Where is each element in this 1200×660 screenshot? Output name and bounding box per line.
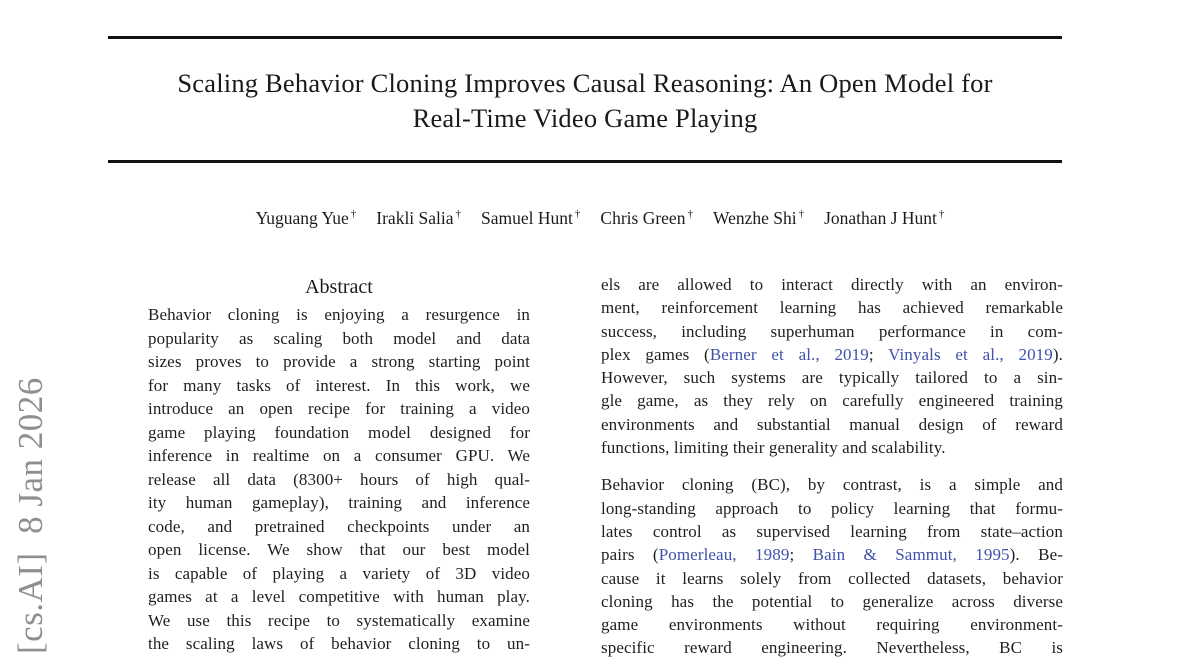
text-line: games at a level competitive with human play. bbox=[148, 587, 530, 606]
author-name: Samuel Hunt † bbox=[481, 208, 581, 228]
text-line: els are allowed to interact directly with an environ- bbox=[601, 275, 1063, 294]
author-affiliation-mark: † bbox=[350, 208, 357, 221]
author-affiliation-mark: † bbox=[687, 208, 693, 221]
author-name: Wenzhe Shi † bbox=[712, 208, 805, 228]
text-line: pairs (Pomerleau, 1989; Bain & Sammut, 1995). Be- bbox=[601, 545, 1063, 565]
text-line: specific reward engineering. Nevertheless, BC is bbox=[601, 638, 1063, 658]
citation-link[interactable]: Vinyals et al., 2019 bbox=[888, 344, 1053, 364]
text-line: lates control as supervised learning from state–action bbox=[601, 521, 1063, 541]
author-name: Jonathan J Hunt † bbox=[824, 208, 945, 228]
text-line: Behavior cloning (BC), by contrast, is a simple and bbox=[601, 475, 1063, 495]
author-affiliation-mark: † bbox=[455, 208, 462, 221]
author-name: Irakli Salia † bbox=[376, 208, 462, 228]
abstract-heading: Abstract bbox=[305, 276, 373, 298]
text-line: plex games (Berner et al., 2019; Vinyals et al., 2019). bbox=[601, 344, 1064, 364]
text-line: inference in realtime on a consumer GPU. We bbox=[148, 446, 530, 465]
text-line: ment, reinforcement learning has achieved remarkable bbox=[601, 298, 1063, 318]
text-line: for many tasks of interest. In this work, we bbox=[148, 375, 530, 395]
text-line: popularity as scaling both model and data bbox=[148, 328, 530, 348]
right-column-body bbox=[601, 273, 1063, 660]
text-line: code, and pretrained checkpoints under an bbox=[148, 516, 530, 536]
body-paragraph-1 bbox=[601, 273, 1063, 459]
author-name: Chris Green † bbox=[600, 208, 693, 228]
arxiv-category-stamp: [cs.AI] 8 Jan 2026 bbox=[11, 377, 50, 654]
citation-link[interactable]: Pomerleau, 1989 bbox=[658, 545, 790, 565]
header-rule-bottom bbox=[108, 160, 1062, 163]
text-line: game playing foundation model designed for bbox=[148, 422, 530, 442]
text-line: release all data (8300+ hours of high qual- bbox=[148, 469, 530, 489]
author-affiliation-mark: † bbox=[938, 208, 945, 221]
body-paragraph-2 bbox=[601, 473, 1063, 659]
text-line: game environments without requiring environment- bbox=[601, 615, 1063, 635]
author-name: Yuguang Yue † bbox=[255, 208, 357, 228]
text-line: cloning has the potential to generalize across diverse bbox=[601, 591, 1063, 611]
header-rule-top bbox=[108, 36, 1062, 39]
citation-link[interactable]: Bain & Sammut, 1995 bbox=[812, 545, 1010, 565]
text-line: open license. We show that our best model bbox=[148, 540, 530, 559]
paper-title-line-1: Scaling Behavior Cloning Improves Causal Reasoning: An Open Model for bbox=[177, 68, 993, 98]
citation-link[interactable]: Berner et al., 2019 bbox=[709, 344, 869, 364]
text-line: environments and substantial manual design of reward bbox=[601, 414, 1063, 434]
abstract-paragraph bbox=[148, 303, 530, 656]
author-affiliation-mark: † bbox=[798, 208, 805, 221]
paper-title bbox=[104, 66, 1066, 136]
text-line: the scaling laws of behavior cloning to un- bbox=[148, 634, 530, 653]
text-line: However, such systems are typically tailored to a sin- bbox=[601, 368, 1063, 388]
text-line: cause it learns solely from collected datasets, behavior bbox=[601, 568, 1063, 588]
text-line: Behavior cloning is enjoying a resurgence in bbox=[148, 305, 530, 324]
text-line: gle game, as they rely on carefully engineered training bbox=[601, 391, 1063, 411]
author-affiliation-mark: † bbox=[574, 208, 581, 221]
text-line: success, including superhuman performance in com- bbox=[601, 321, 1063, 341]
left-column-abstract-body bbox=[148, 303, 530, 656]
text-line: We use this recipe to systematically examine bbox=[148, 610, 530, 630]
text-line: is capable of playing a variety of 3D video bbox=[148, 563, 530, 583]
text-line: long-standing approach to policy learning that formu- bbox=[601, 498, 1063, 518]
text-line: sizes proves to provide a strong starting point bbox=[148, 352, 530, 371]
text-line: ity human gameplay), training and inference bbox=[148, 493, 530, 512]
author-list bbox=[0, 208, 1200, 229]
text-line: introduce an open recipe for training a video bbox=[148, 399, 530, 418]
text-line: functions, limiting their generality and scalability. bbox=[601, 438, 946, 458]
paper-title-line-2: Real-Time Video Game Playing bbox=[412, 103, 758, 133]
